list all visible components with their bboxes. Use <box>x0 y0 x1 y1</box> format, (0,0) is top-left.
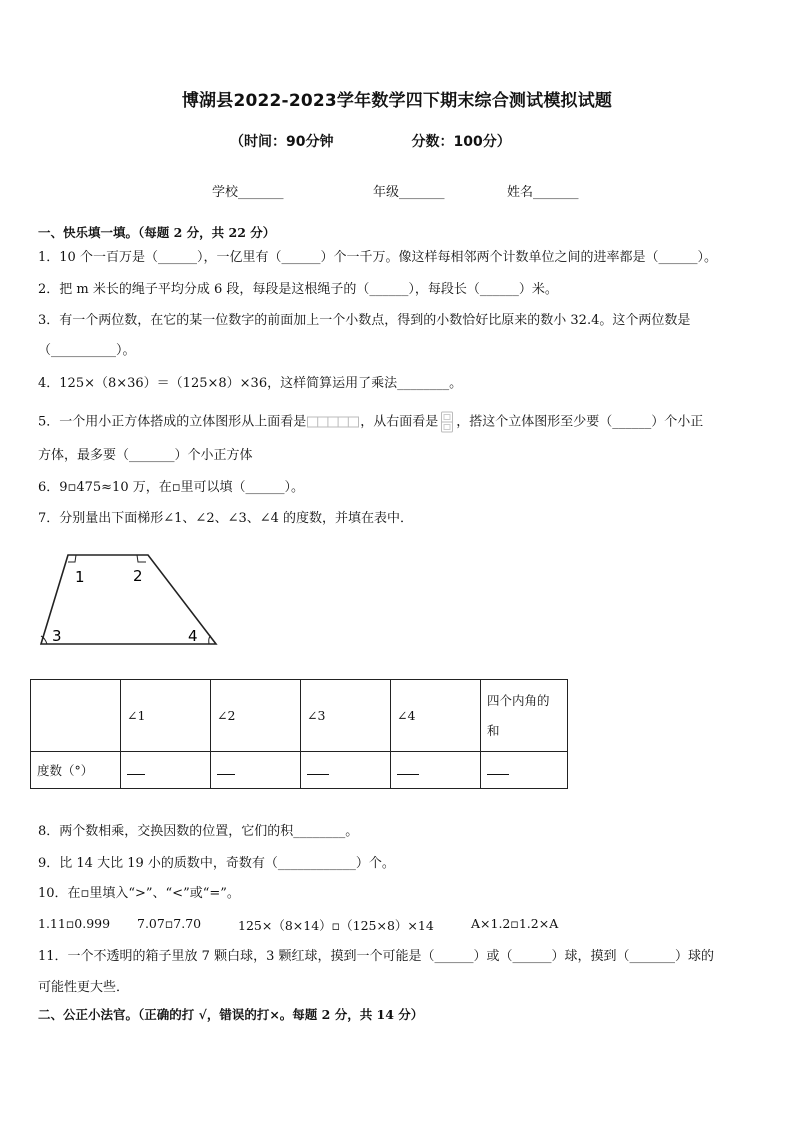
question-3-line-2: （__________）。 <box>38 343 136 358</box>
question-5-text-b: ，从右面看是 <box>360 414 439 430</box>
answer-cell-angle-sum[interactable] <box>481 752 568 789</box>
header-angle-sum: 四个内角的 和 <box>481 680 568 752</box>
question-5-text-a: 5．一个用小正方体搭成的立体图形从上面看是 <box>38 414 307 430</box>
question-10: 10．在▫里填入“>”、“<”或“=”。 <box>38 886 240 901</box>
header-angle-1: ∠1 <box>121 680 211 752</box>
question-5-line-1 <box>38 411 758 433</box>
compare-item-2: 7.07▫7.70 <box>137 916 202 931</box>
angle-mark-2 <box>137 555 146 562</box>
table-header-row <box>31 680 568 752</box>
section-1-heading: 一、快乐填一填。（每题 2 分，共 22 分） <box>38 225 276 240</box>
answer-cell-angle-4[interactable] <box>391 752 481 789</box>
header-angle-2: ∠2 <box>211 680 301 752</box>
page-title: 博湖县2022-2023学年数学四下期末综合测试模拟试题 <box>181 91 613 111</box>
angle-mark-1 <box>68 555 76 562</box>
grade-field[interactable]: 年级_______ <box>373 185 445 200</box>
compare-item-1: 1.11▫0.999 <box>38 916 111 931</box>
compare-item-4: A×1.2▫1.2×A <box>471 916 559 931</box>
question-7: 7．分别量出下面梯形∠1、∠2、∠3、∠4 的度数，并填在表中． <box>38 511 414 526</box>
answer-cell-angle-3[interactable] <box>301 752 391 789</box>
section-2-heading: 二、公正小法官。（正确的打 √，错误的打×。每题 2 分，共 14 分） <box>38 1007 424 1022</box>
angle-label-4: 4 <box>188 627 198 645</box>
question-3-line-1: 3．有一个两位数，在它的某一位数字的前面加上一个小数点，得到的小数恰好比原来的数小 32.4。这个两位数是 <box>38 313 691 328</box>
question-4: 4．125×（8×36）＝（125×8）×36，这样简算运用了乘法________。 <box>38 376 463 391</box>
header-angle-4: ∠4 <box>391 680 481 752</box>
row-label-degrees: 度数（°） <box>31 752 121 789</box>
trapezoid-diagram <box>36 548 226 652</box>
question-11-line-2: 可能性更大些． <box>38 980 130 995</box>
question-5-line-2: 方体，最多要（_______）个小正方体 <box>38 448 253 463</box>
angle-table <box>30 679 568 789</box>
question-11-line-1: 11．一个不透明的箱子里放 7 颗白球，3 颗红球，摸到一个可能是（______）或（______）球，摸到（_______）球的 <box>38 949 714 964</box>
exam-time-score: （时间：90分钟 分数：100分） <box>230 134 511 150</box>
name-field[interactable]: 姓名_______ <box>507 185 579 200</box>
school-field[interactable]: 学校_______ <box>212 185 284 200</box>
question-5-text-c: ，搭这个立体图形至少要（______）个小正 <box>456 414 704 430</box>
table-corner-cell <box>31 680 121 752</box>
right-view-icon <box>440 411 454 433</box>
question-9: 9．比 14 大比 19 小的质数中，奇数有（____________）个。 <box>38 856 395 871</box>
angle-label-2: 2 <box>133 567 143 585</box>
question-8: 8．两个数相乘，交换因数的位置，它们的积________。 <box>38 824 359 839</box>
answer-cell-angle-1[interactable] <box>121 752 211 789</box>
answer-cell-angle-2[interactable] <box>211 752 301 789</box>
compare-item-3: 125×（8×14）▫（125×8）×14 <box>238 918 434 933</box>
question-6: 6．9▫475≈10 万，在▫里可以填（______）。 <box>38 480 305 495</box>
angle-label-1: 1 <box>75 568 85 586</box>
header-angle-3: ∠3 <box>301 680 391 752</box>
top-view-icon <box>307 415 359 429</box>
question-10-items <box>38 916 758 936</box>
question-2: 2．把 m 米长的绳子平均分成 6 段，每段是这根绳子的（______），每段长（______）米。 <box>38 282 558 297</box>
table-row <box>31 752 568 789</box>
angle-label-3: 3 <box>52 627 62 645</box>
question-1: 1．10 个一百万是（______），一亿里有（______）个一千万。像这样每相邻两个计数单位之间的进率都是（______）。 <box>38 250 717 265</box>
